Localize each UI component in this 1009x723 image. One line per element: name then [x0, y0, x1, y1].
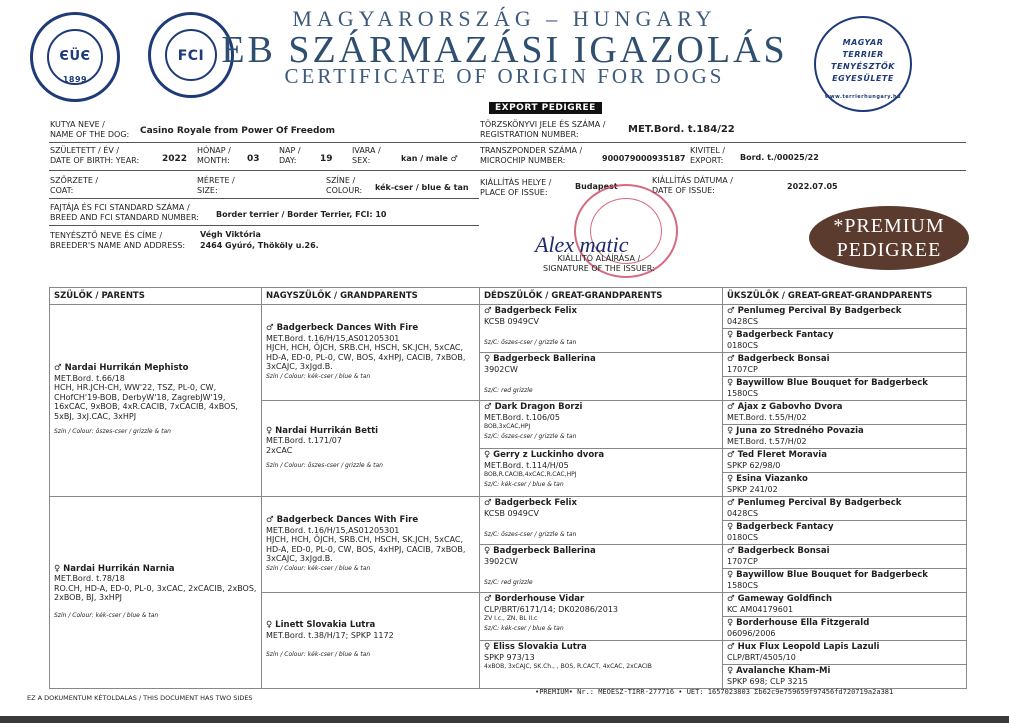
birth-year: 2022: [162, 154, 188, 164]
colour-label: SZÍNE / COLOUR:: [326, 176, 363, 195]
grandparent-3: ♂ Badgerbeck Dances With Fire MET.Bord. t.16/H/15,AS01205301 HJCH, HCH, ÖJCH, SRB.CH, HSCH, SK.JCH, 5xCAC, HD-A, ED-0, PL-0, CW, BOS, 4xHPJ, CACIB, 7xBOB, 3xCAJC, 3xJgd.B. Szín / Colour: kék-cser / blue & tan: [262, 497, 480, 593]
date-label: KIÁLLÍTÁS DÁTUMA / DATE OF ISSUE:: [652, 176, 733, 195]
ggp-2: ♀ Badgerbeck Fantacy 0180CS: [723, 329, 967, 353]
breed-value: Border terrier / Border Terrier, FCI: 10: [216, 210, 387, 219]
issuer-signature: Alex matic: [535, 232, 629, 257]
export-pedigree-badge: EXPORT PEDIGREE: [489, 102, 602, 114]
ggp-12: ♀ Baywillow Blue Bouquet for Badgerbeck 1580CS: [723, 569, 967, 593]
bottom-edge: [0, 716, 1009, 723]
great-grandparent-7: ♂ Borderhouse Vidar CLP/BRT/6171/14; DK02086/2013 ZV I.c., ZN, BL II.c Sz/C: kék-cser / blue & tan: [480, 593, 723, 641]
col-header-great-grandparents: DÉDSZÜLŐK / GREAT-GRANDPARENTS: [480, 288, 723, 305]
great-grandparent-3: ♂ Dark Dragon Borzi MET.Bord. t.106/05 BOB,3xCAC,HPJ Sz/C: őszes-cser / grizzle & tan: [480, 401, 723, 449]
microchip-number: 900079000935187: [602, 154, 686, 163]
sex-label: IVARA / SEX:: [352, 146, 381, 165]
great-grandparent-6: ♀ Badgerbeck Ballerina 3902CW Sz/C: red grizzle: [480, 545, 723, 593]
breeder-label: TENYÉSZTŐ NEVE ÉS CÍME / BREEDER'S NAME AND ADDRESS:: [50, 231, 186, 250]
two-sides-note: EZ A DOKUMENTUM KÉTOLDALAS / THIS DOCUMENT HAS TWO SIDES: [27, 694, 253, 702]
size-label: MÉRETE / SIZE:: [197, 176, 235, 195]
breeder-address: 2464 Gyúró, Thököly u.26.: [200, 241, 319, 250]
coat-label: SZŐRZETE / COAT:: [50, 176, 99, 195]
registration-label: TÖRZSKÖNYVI JELE ÉS SZÁMA / REGISTRATION NUMBER:: [480, 120, 606, 139]
place-label: KIÁLLÍTÁS HELYE / PLACE OF ISSUE:: [480, 178, 552, 197]
ggp-6: ♀ Juna zo Stredného Povazia MET.Bord. t.57/H/02: [723, 425, 967, 449]
ggp-7: ♂ Ted Fleret Moravia SPKP 62/98/0: [723, 449, 967, 473]
great-grandparent-5: ♂ Badgerbeck Felix KCSB 0949CV Sz/C: őszes-cser / grizzle & tan: [480, 497, 723, 545]
fci-logo: FCI: [148, 12, 234, 98]
export-number: Bord. t./00025/22: [740, 153, 819, 162]
day-label: NAP / DAY:: [279, 146, 301, 165]
ggp-14: ♀ Borderhouse Ella Fitzgerald 06096/2006: [723, 617, 967, 641]
country-heading: MAGYARORSZÁG – HUNGARY: [292, 6, 717, 31]
ggp-8: ♀ Esina Viazanko SPKP 241/02: [723, 473, 967, 497]
document-code: •PREMIUM• Nr.: MEOESZ-TIRR-277716 • UET: 1657023803 Σb62c9e759659f97456fd720719a2a381: [535, 688, 894, 696]
breeder-name: Végh Viktória: [200, 230, 261, 239]
great-grandparent-2: ♀ Badgerbeck Ballerina 3902CW Sz/C: red grizzle: [480, 353, 723, 401]
name-label: KUTYA NEVE / NAME OF THE DOG:: [50, 120, 130, 139]
signature-label: KIÁLLÍTÓ ALÁÍRÁSA / SIGNATURE OF THE ISSUER:: [543, 254, 655, 273]
great-grandparent-4: ♀ Gerry z Luckinho dvora MET.Bord. t.114/H/05 BOB,R.CACIB,4xCAC,R.CAC,HPJ Sz/C: kék-cser / blue & tan: [480, 449, 723, 497]
great-grandparent-8: ♀ Eliss Slovakia Lutra SPKP 973/13 4xBOB, 3xCAJC, SK.Ch., , BOS, R.CACT, 4xCAC, 2xCACIB: [480, 641, 723, 689]
col-header-grandparents: NAGYSZÜLŐK / GRANDPARENTS: [262, 288, 480, 305]
grandparent-1: ♂ Badgerbeck Dances With Fire MET.Bord. t.16/H/15,AS01205301 HJCH, HCH, ÖJCH, SRB.CH, HSCH, SK.JCH, 5xCAC, HD-A, ED-0, PL-0, CW, BOS, 4xHPJ, CACIB, 7xBOB, 3xCAJC, 3xJgd.B. Szín / Colour: kék-cser / blue & tan: [262, 305, 480, 401]
dog-name: Casino Royale from Power Of Freedom: [140, 126, 335, 136]
month-label: HÓNAP / MONTH:: [197, 146, 231, 165]
parent-sire: ♂ Nardai Hurrikán Mephisto MET.Bord. t.66/18 HCH, HR.JCH-CH, WW'22, TSZ, PL-0, CW, CHofCH'19-BOB, DerbyW'18, ZagrebJW'19, 16xCAC, 9xBOB, 4xR.CACIB, 7xCACIB, 4xBOS, 5xBJ, 3xJ.CAC, 3xHPJ Szín / Colour: őszes-cser / grizzle & tan: [50, 305, 262, 497]
premium-pedigree-badge: *PREMIUM PEDIGREE: [809, 206, 969, 270]
great-grandparent-1: ♂ Badgerbeck Felix KCSB 0949CV Sz/C: őszes-cser / grizzle & tan: [480, 305, 723, 353]
microchip-label: TRANSZPONDER SZÁMA / MICROCHIP NUMBER:: [480, 146, 583, 165]
terrier-club-logo: MAGYAR TERRIER TENYÉSZTŐK EGYESÜLETE www.terrierhungary.hu: [814, 16, 912, 112]
export-label: KIVITEL / EXPORT:: [690, 146, 726, 165]
birth-day: 19: [320, 154, 333, 164]
colour-value: kék-cser / blue & tan: [375, 183, 469, 192]
breed-label: FAJTÁJA ÉS FCI STANDARD SZÁMA / BREED AND FCI STANDARD NUMBER:: [50, 203, 199, 222]
certificate-title-hu: EB SZÁRMAZÁSI IGAZOLÁS: [221, 29, 788, 71]
grandparent-4: ♀ Linett Slovakia Lutra MET.Bord. t.38/H/17; SPKP 1172 Szín / Colour: kék-cser / blue & tan: [262, 593, 480, 689]
ggp-15: ♂ Hux Flux Leopold Lapis Lazuli CLP/BRT/4505/10: [723, 641, 967, 665]
ggp-16: ♀ Avalanche Kham-Mi SPKP 698; CLP 3215: [723, 665, 967, 689]
date-value: 2022.07.05: [787, 182, 838, 191]
ggp-3: ♂ Badgerbeck Bonsai 1707CP: [723, 353, 967, 377]
parent-dam: ♀ Nardai Hurrikán Narnia MET.Bord. t.78/18 RO.CH, HD-A, ED-0, PL-0, 3xCAC, 2xCACIB, 2xBOS, 2xBOB, BJ, 3xHPJ Szín / Colour: kék-cser / blue & tan: [50, 497, 262, 689]
birth-month: 03: [247, 154, 260, 164]
ggp-5: ♂ Ajax z Gabovho Dvora MET.Bord. t.55/H/02: [723, 401, 967, 425]
ggp-13: ♂ Gameway Goldfinch KC AM04179601: [723, 593, 967, 617]
pedigree-table: [49, 287, 967, 689]
dob-label: SZÜLETETT / ÉV / DATE OF BIRTH: YEAR:: [50, 146, 140, 165]
registration-number: MET.Bord. t.184/22: [628, 124, 735, 135]
ggp-11: ♂ Badgerbeck Bonsai 1707CP: [723, 545, 967, 569]
sex-value: kan / male ♂: [401, 154, 458, 163]
ggp-9: ♂ Penlumeg Percival By Badgerbeck 0428CS: [723, 497, 967, 521]
col-header-parents: SZÜLŐK / PARENTS: [50, 288, 262, 305]
ggp-1: ♂ Penlumeg Percival By Badgerbeck 0428CS: [723, 305, 967, 329]
meoesz-seal-logo: ЄÜЄ 1899: [30, 12, 120, 102]
ggp-4: ♀ Baywillow Blue Bouquet for Badgerbeck 1580CS: [723, 377, 967, 401]
place-value: Budapest: [575, 182, 618, 191]
grandparent-2: ♀ Nardai Hurrikán Betti MET.Bord. t.171/07 2xCAC Szín / Colour: őszes-cser / grizzle & tan: [262, 401, 480, 497]
ggp-10: ♀ Badgerbeck Fantacy 0180CS: [723, 521, 967, 545]
col-header-great-great-grandparents: ÜKSZÜLŐK / GREAT-GREAT-GRANDPARENTS: [723, 288, 967, 305]
certificate-title-en: CERTIFICATE OF ORIGIN FOR DOGS: [284, 64, 725, 88]
